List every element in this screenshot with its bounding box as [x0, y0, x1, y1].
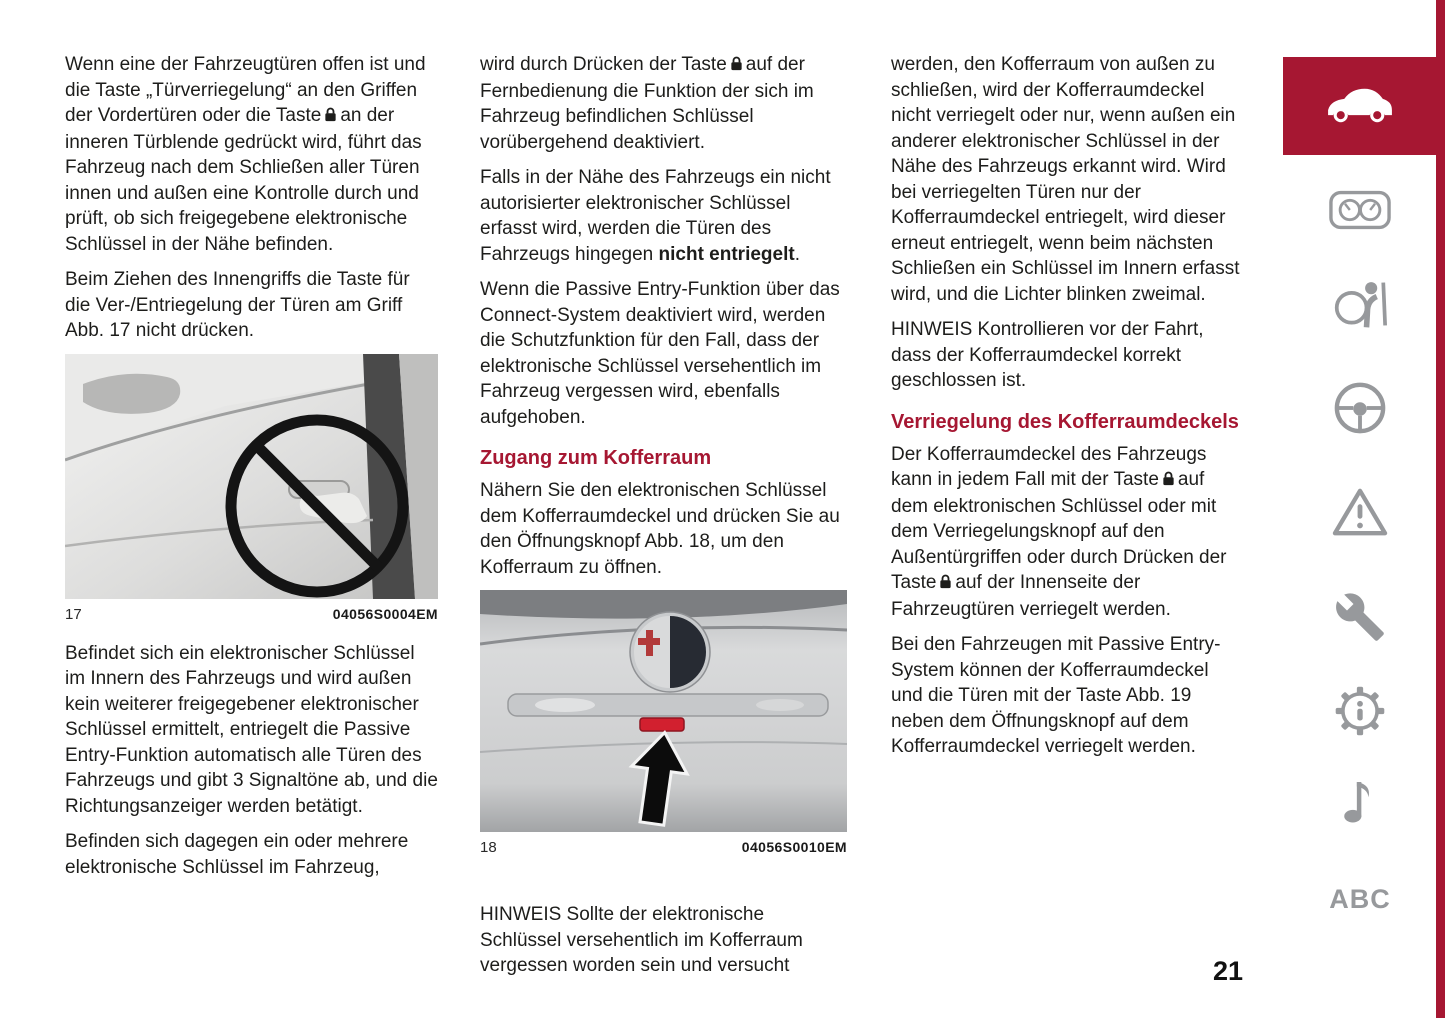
paragraph: Der Kofferraumdeckel des Fahrzeugs kann in jedem Fall mit der Taste auf dem elektronischen Schlüssel oder mit dem Verriegelungsknopf auf den Außentürgriffen oder durch Drücken der Taste auf der Innenseite der Fahrzeugtüren verriegelt werden.	[891, 443, 1227, 620]
lock-icon	[324, 104, 337, 130]
figure-number: 17	[65, 605, 82, 623]
paragraph: werden, den Kofferraum von außen zu schließen, wird der Kofferraumdeckel nicht verriegelt oder nur, wenn außen ein anderer elektronischer Schlüssel in der Nähe des Fahrzeugs erkannt wird. Wird bei verriegelten Türen nur der Kofferraumdeckel entriegelt, wird dieser erneut entriegelt, wenn beim nächsten Schließen ein Schlüssel im Innern erfasst wird, und die Lichter blinken zweimal.	[891, 54, 1240, 305]
section-heading-trunk-locking: Verriegelung des Kofferraumdeckels	[891, 410, 1239, 433]
paragraph: Falls in der Nähe des Fahrzeugs ein nicht autorisierter elektronischer Schlüssel erfasst wird, werden die Türen des Fahrzeugs hingegen nicht entriegelt.	[480, 167, 831, 265]
car-icon	[1322, 81, 1398, 132]
paragraph: Nähern Sie den elektronischen Schlüssel dem Kofferraumdeckel und drücken Sie au den Öffnungsknopf Abb. 18, um den Kofferraum zu öffnen.	[480, 480, 840, 578]
figure-code: 04056S0010EM	[741, 839, 847, 855]
section-heading-trunk-access: Zugang zum Kofferraum	[480, 447, 712, 469]
page-number: 21	[1212, 956, 1243, 986]
lock-icon	[1162, 468, 1175, 494]
airbag-icon	[1331, 277, 1389, 336]
sidebar-tab-technical-data	[1283, 684, 1437, 743]
figure-18	[480, 590, 847, 856]
sidebar-tab-instrument-panel	[1283, 187, 1437, 238]
sidebar-tab-service-maintenance	[1283, 591, 1437, 648]
figure-caption	[480, 839, 847, 856]
music-note-icon	[1342, 773, 1378, 832]
paragraph: Wenn die Passive Entry-Funktion über das Connect-System deaktiviert wird, werden die Schutzfunktion für den Fall, dass der elektronische Schlüssel versehentlich im Fahrzeug vergessen wird, ebenfalls aufgehoben.	[480, 279, 840, 428]
sidebar-tab-starting-driving	[1283, 381, 1437, 440]
figure-17	[65, 354, 438, 623]
steering-wheel-icon	[1333, 381, 1387, 440]
sidebar-tab-emergency	[1283, 486, 1437, 543]
alfa-romeo-badge	[630, 612, 710, 692]
side-mirror	[83, 373, 180, 413]
column-middle	[480, 52, 847, 989]
paragraph: Befinden sich dagegen ein oder mehrere elektronische Schlüssel im Fahrzeug,	[65, 831, 409, 878]
paragraph: HINWEIS Sollte der elektronische Schlüssel versehentlich im Kofferraum vergessen worden sein und versucht	[480, 904, 803, 976]
figure-caption	[65, 606, 438, 623]
paragraph: Beim Ziehen des Innengriffs die Taste für die Ver-/Entriegelung der Türen am Griff Abb. 17 nicht drücken.	[65, 269, 410, 341]
lock-icon	[939, 571, 952, 597]
warning-triangle-icon	[1331, 486, 1389, 543]
paragraph: Befindet sich ein elektronischer Schlüssel im Innern des Fahrzeugs und wird außen kein weiterer freigegebener elektronischer Schlüssel ermittelt, entriegelt die Passive Entry-Funktion automatisch alle Türen des Fahrzeugs und gibt 3 Signaltöne ab, und die Richtungsanzeiger werden betätigt.	[65, 642, 438, 817]
wrench-icon	[1334, 591, 1386, 648]
sidebar-tab-index	[1283, 884, 1437, 915]
sidebar-tab-safety	[1283, 277, 1437, 336]
column-right	[891, 52, 1243, 770]
trunk-release-image	[480, 590, 847, 832]
abc-index-label: ABC	[1329, 884, 1391, 914]
gauges-icon	[1329, 187, 1391, 238]
gear-info-icon	[1333, 684, 1387, 743]
door-handle-prohibition-image	[65, 354, 438, 599]
paragraph: Bei den Fahrzeugen mit Passive Entry-System können der Kofferraumdeckel und die Türen mit der Taste Abb. 19 neben dem Öffnungsknopf auf dem Kofferraumdeckel verriegelt werden.	[891, 634, 1221, 757]
sidebar-tab-vehicle-overview	[1283, 57, 1445, 155]
paragraph: HINWEIS Kontrollieren vor der Fahrt, dass der Kofferraumdeckel korrekt geschlossen ist.	[891, 319, 1204, 391]
lock-icon	[730, 53, 743, 79]
figure-code: 04056S0004EM	[332, 605, 438, 622]
sidebar-tab-multimedia	[1283, 773, 1437, 832]
figure-number: 18	[480, 839, 497, 856]
trunk-release-button	[640, 718, 684, 731]
column-left	[65, 52, 438, 890]
paragraph: wird durch Drücken der Taste auf der Fernbedienung die Funktion der sich im Fahrzeug befindlichen Schlüssel vorübergehend deaktiviert.	[480, 54, 814, 153]
paragraph: Wenn eine der Fahrzeugtüren offen ist und die Taste „Türverriegelung“ an den Griffen der Vordertüren oder die Taste an der inneren Türblende gedrückt wird, führt das Fahrzeug nach dem Schließen aller Türen innen und außen eine Kontrolle durch und prüft, ob sich freigegebene elektronische Schlüssel in der Nähe befinden.	[65, 54, 426, 255]
